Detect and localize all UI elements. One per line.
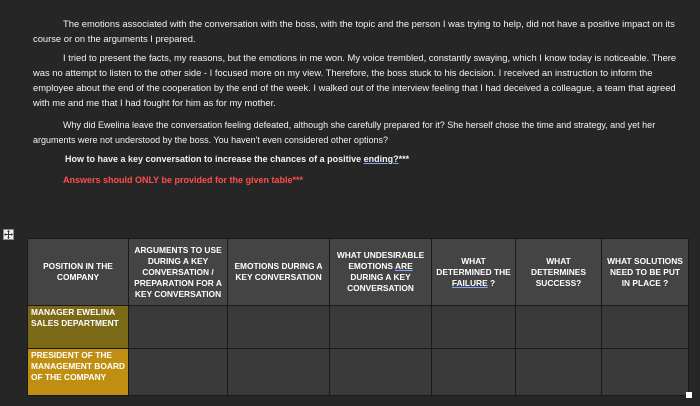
paragraph-1: The emotions associated with the conversation with the boss, with the topic and the person I was trying to help, did not have a positive impact on its course or on the arguments I prepared. xyxy=(33,18,675,44)
table-row xyxy=(28,306,689,349)
answer-cell[interactable] xyxy=(432,349,516,396)
header-cell: EMOTIONS DURING A KEY CONVERSATION xyxy=(228,239,330,306)
question-text: How to have a key conversation to increase the chances of a positive xyxy=(65,154,364,164)
header-cell: POSITION IN THE COMPANY xyxy=(28,239,129,306)
header-cell: ARGUMENTS TO USE DURING A KEY CONVERSATION / PREPARATION FOR A KEY CONVERSATION xyxy=(129,239,228,306)
paragraph-2: I tried to present the facts, my reasons, but the emotions in me won. My voice trembled, constantly swaying, which I know today is noticeable. There was no attempt to listen to the other side - I focused more on my view. Therefore, the boss stuck to his decision. I received an instruction to inform the employee about the end of the cooperation by the end of the week. I walked out of the interview feeling that I had deceived a colleague, a team that agreed with me and me that I had fought for him as for my mother. xyxy=(33,52,677,108)
answer-cell[interactable] xyxy=(516,349,602,396)
answer-table xyxy=(27,238,689,396)
answer-cell[interactable] xyxy=(228,349,330,396)
answer-cell[interactable] xyxy=(228,306,330,349)
instruction-note: Answers should ONLY be provided for the given table*** xyxy=(63,175,304,185)
answer-cell[interactable] xyxy=(602,349,689,396)
key-question xyxy=(65,154,409,164)
paragraph-3: Why did Ewelina leave the conversation feeling defeated, although she carefully prepared for it? She herself chose the time and strategy, and yet her arguments were not understood by the boss. You haven't even considered other options? xyxy=(33,120,656,145)
header-cell: WHAT UNDESIRABLE EMOTIONS ARE DURING A KEY CONVERSATION xyxy=(330,239,432,306)
question-underlined: ending? xyxy=(363,154,399,164)
answer-cell[interactable] xyxy=(602,306,689,349)
move-cross-icon[interactable] xyxy=(3,229,14,240)
answer-cell[interactable] xyxy=(129,306,228,349)
header-cell: WHAT SOLUTIONS NEED TO BE PUT IN PLACE ? xyxy=(602,239,689,306)
row-label-manager: MANAGER EWELINA SALES DEPARTMENT xyxy=(28,306,129,349)
question-stars: *** xyxy=(398,154,410,164)
table-resize-handle[interactable] xyxy=(686,392,692,398)
answer-cell[interactable] xyxy=(129,349,228,396)
answer-cell[interactable] xyxy=(516,306,602,349)
answer-cell[interactable] xyxy=(432,306,516,349)
table-row xyxy=(28,349,689,396)
header-cell: WHAT DETERMINES SUCCESS? xyxy=(516,239,602,306)
answer-cell[interactable] xyxy=(330,349,432,396)
row-label-president: PRESIDENT OF THE MANAGEMENT BOARD OF THE COMPANY xyxy=(28,349,129,396)
answer-cell[interactable] xyxy=(330,306,432,349)
header-cell: WHAT DETERMINED THE FAILURE ? xyxy=(432,239,516,306)
table-header-row xyxy=(28,239,689,306)
